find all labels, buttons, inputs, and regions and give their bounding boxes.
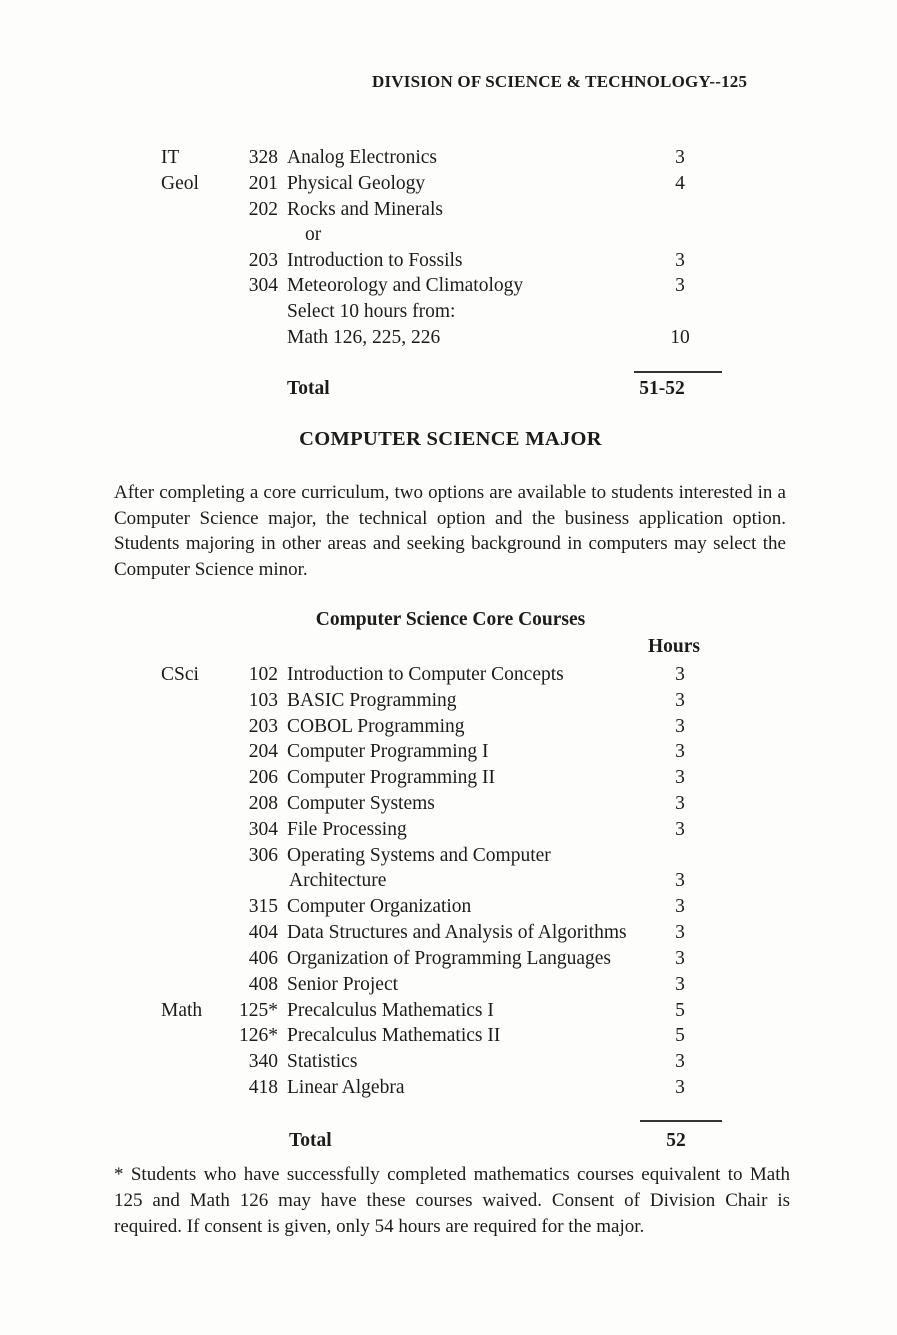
table-row bbox=[0, 147, 897, 173]
total-value: 52 bbox=[666, 1130, 686, 1151]
course-number: 304 bbox=[248, 275, 278, 296]
course-title: COBOL Programming bbox=[287, 716, 465, 737]
total-label: Total bbox=[287, 378, 330, 399]
table-row bbox=[0, 664, 897, 690]
table-row bbox=[0, 948, 897, 974]
course-number: 126* bbox=[239, 1025, 278, 1046]
total-rule bbox=[640, 1120, 722, 1122]
course-hours: 4 bbox=[675, 173, 685, 194]
course-title: Physical Geology bbox=[287, 173, 426, 194]
intro-paragraph: After completing a core curriculum, two options are available to students interested in a Computer Science major, the technical option and the business application option. Students majoring in other areas and seeking background in computers may select the Computer Science minor. bbox=[114, 482, 786, 580]
running-header: DIVISION OF SCIENCE & TECHNOLOGY--125 bbox=[372, 72, 748, 91]
table-row bbox=[0, 173, 897, 199]
course-number: 340 bbox=[248, 1051, 278, 1072]
course-hours: 3 bbox=[675, 1051, 685, 1072]
table-row bbox=[0, 1077, 897, 1103]
table-row bbox=[0, 199, 897, 225]
course-hours: 3 bbox=[675, 147, 685, 168]
table-row bbox=[0, 1025, 897, 1051]
course-title: Computer Systems bbox=[287, 793, 435, 814]
course-number: 208 bbox=[248, 793, 278, 814]
course-hours: 5 bbox=[675, 1000, 685, 1021]
course-hours: 3 bbox=[675, 716, 685, 737]
course-hours: 3 bbox=[675, 819, 685, 840]
course-number: 408 bbox=[248, 974, 278, 995]
total-row bbox=[0, 378, 897, 404]
table-row bbox=[0, 716, 897, 742]
course-title: File Processing bbox=[287, 819, 407, 840]
course-number: 103 bbox=[248, 690, 278, 711]
hours-column-header: Hours bbox=[648, 636, 701, 657]
course-hours: 5 bbox=[675, 1025, 685, 1046]
table-row bbox=[0, 1000, 897, 1026]
course-title: Computer Programming I bbox=[287, 741, 489, 762]
table-row bbox=[0, 922, 897, 948]
course-dept: CSci bbox=[161, 664, 199, 685]
course-hours: 10 bbox=[670, 327, 690, 348]
course-hours: 3 bbox=[675, 793, 685, 814]
course-number: 125* bbox=[239, 1000, 278, 1021]
course-title: Rocks and Minerals bbox=[287, 199, 443, 220]
course-title: Precalculus Mathematics II bbox=[287, 1025, 501, 1046]
course-hours: 3 bbox=[675, 275, 685, 296]
course-title: Operating Systems and Computer bbox=[287, 845, 551, 866]
course-number: 203 bbox=[248, 716, 278, 737]
core-courses-title: Computer Science Core Courses bbox=[315, 609, 586, 630]
course-hours: 3 bbox=[675, 974, 685, 995]
course-title: BASIC Programming bbox=[287, 690, 457, 711]
course-number: 201 bbox=[248, 173, 278, 194]
course-dept: Math bbox=[161, 1000, 203, 1021]
course-dept: Geol bbox=[161, 173, 199, 194]
course-title: Introduction to Computer Concepts bbox=[287, 664, 564, 685]
table-row bbox=[0, 793, 897, 819]
table-row bbox=[0, 845, 897, 871]
course-hours: 3 bbox=[675, 741, 685, 762]
table-row bbox=[0, 224, 897, 250]
course-title: Architecture bbox=[289, 870, 387, 891]
course-hours: 3 bbox=[675, 896, 685, 917]
course-number: 306 bbox=[248, 845, 278, 866]
table-row bbox=[0, 250, 897, 276]
course-title: Computer Organization bbox=[287, 896, 472, 917]
course-title: Meteorology and Climatology bbox=[287, 275, 524, 296]
course-number: 304 bbox=[248, 819, 278, 840]
table-row bbox=[0, 870, 897, 896]
course-title: Introduction to Fossils bbox=[287, 250, 463, 271]
course-number: 203 bbox=[248, 250, 278, 271]
table-row bbox=[0, 327, 897, 353]
total-label: Total bbox=[289, 1130, 332, 1151]
course-hours: 3 bbox=[675, 664, 685, 685]
course-title: Math 126, 225, 226 bbox=[287, 327, 441, 348]
course-number: 204 bbox=[248, 741, 278, 762]
table-row bbox=[0, 301, 897, 327]
course-title: Organization of Programming Languages bbox=[287, 948, 612, 969]
section-title: COMPUTER SCIENCE MAJOR bbox=[299, 428, 602, 450]
total-rule bbox=[634, 371, 722, 373]
course-title: Statistics bbox=[287, 1051, 358, 1072]
course-title: or bbox=[305, 224, 322, 245]
course-title: Computer Programming II bbox=[287, 767, 495, 788]
course-number: 406 bbox=[248, 948, 278, 969]
table-row bbox=[0, 767, 897, 793]
table-row bbox=[0, 819, 897, 845]
course-title: Data Structures and Analysis of Algorithms bbox=[287, 922, 627, 943]
course-hours: 3 bbox=[675, 948, 685, 969]
course-title: Linear Algebra bbox=[287, 1077, 405, 1098]
course-hours: 3 bbox=[675, 1077, 685, 1098]
course-number: 328 bbox=[248, 147, 278, 168]
footnote: * Students who have successfully completed mathematics courses equivalent to Math 125 and Math 126 may have these courses waived. Consent of Division Chair is required. If consent is given, only 54 hours are required for the major. bbox=[114, 1164, 790, 1237]
course-number: 404 bbox=[248, 922, 278, 943]
course-title: Precalculus Mathematics I bbox=[287, 1000, 494, 1021]
table-row bbox=[0, 974, 897, 1000]
course-title: Select 10 hours from: bbox=[287, 301, 456, 322]
course-hours: 3 bbox=[675, 922, 685, 943]
course-hours: 3 bbox=[675, 690, 685, 711]
table-row bbox=[0, 741, 897, 767]
course-title: Analog Electronics bbox=[287, 147, 437, 168]
course-hours: 3 bbox=[675, 767, 685, 788]
course-number: 418 bbox=[248, 1077, 278, 1098]
course-hours: 3 bbox=[675, 250, 685, 271]
total-value: 51-52 bbox=[639, 378, 685, 399]
course-number: 202 bbox=[248, 199, 278, 220]
course-number: 102 bbox=[248, 664, 278, 685]
table-row bbox=[0, 896, 897, 922]
course-number: 206 bbox=[248, 767, 278, 788]
course-title: Senior Project bbox=[287, 974, 399, 995]
course-hours: 3 bbox=[675, 870, 685, 891]
course-dept: IT bbox=[161, 147, 180, 168]
table-row bbox=[0, 690, 897, 716]
table-row bbox=[0, 1051, 897, 1077]
total-row bbox=[0, 1130, 897, 1156]
table-row bbox=[0, 275, 897, 301]
course-number: 315 bbox=[248, 896, 278, 917]
